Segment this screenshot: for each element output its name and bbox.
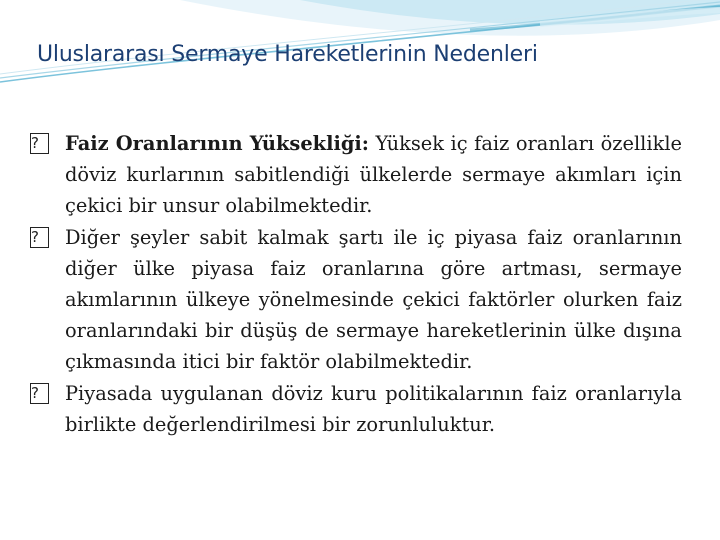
missing-glyph-icon: ? <box>30 383 49 404</box>
bullet-item <box>30 222 682 378</box>
bullet-lead: Faiz Oranlarının Yüksekliği: <box>65 132 369 155</box>
bullet-item <box>30 128 682 222</box>
bullet-text: Diğer şeyler sabit kalmak şartı ile iç piyasa faiz oranlarının diğer ülke piyasa faiz oranlarına göre artması, sermaye akımlarının ülkeye yönelmesinde çekici faktörler olurken faiz oranlarındaki bir düşüş de sermaye hareketlerinin ülke dışına çıkmasında itici bir faktör olabilmektedir. <box>65 225 682 374</box>
slide-body <box>30 128 682 440</box>
bullet-text: Yüksek iç faiz oranları özellikle döviz kurlarının sabitlendiği ülkelerde sermaye akımları için çekici bir unsur olabilmektedir. <box>65 132 682 218</box>
slide-title: Uluslararası Sermaye Hareketlerinin Nedenleri <box>37 42 538 67</box>
bullet-text: Piyasada uygulanan döviz kuru politikalarının faiz oranlarıyla birlikte değerlendirilmesi bir zorunluluktur. <box>65 381 682 436</box>
bullet-item <box>30 378 682 440</box>
missing-glyph-icon: ? <box>30 227 49 248</box>
missing-glyph-icon: ? <box>30 133 49 154</box>
